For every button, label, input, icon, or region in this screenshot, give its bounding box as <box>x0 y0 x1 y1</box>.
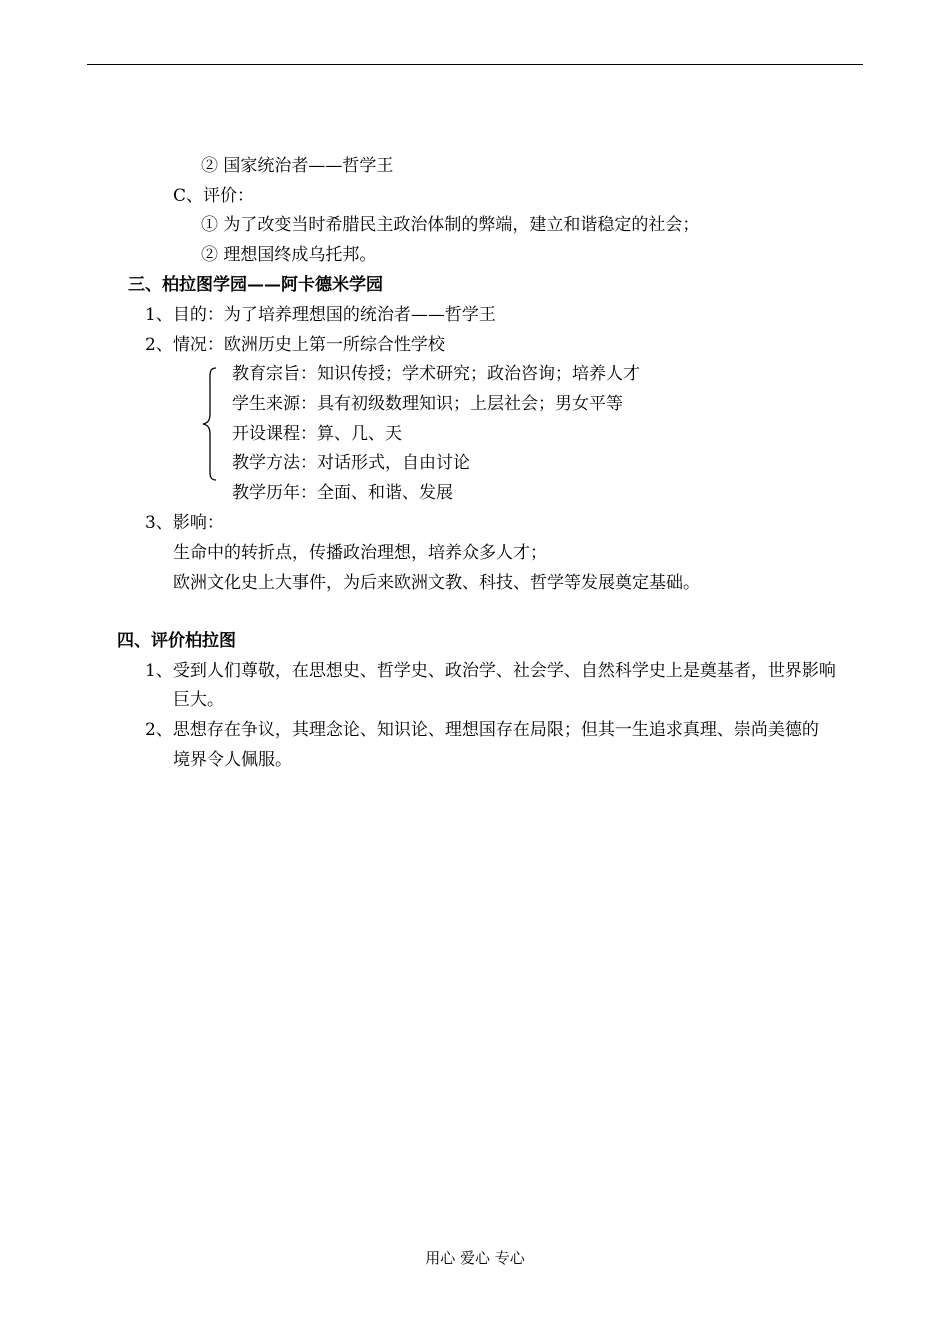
evaluation-heading: C、评价： <box>173 186 255 206</box>
assessment-item-2-cont: 境界令人佩服。 <box>173 750 292 770</box>
academy-purpose: 1、目的：为了培养理想国的统治者——哲学王 <box>145 305 496 325</box>
section-3-heading: 三、柏拉图学园——阿卡德米学园 <box>128 275 383 295</box>
evaluation-item-2: ② 理想国终成乌托邦。 <box>201 245 377 265</box>
detail-line-students: 学生来源：具有初级数理知识；上层社会；男女平等 <box>232 394 623 414</box>
evaluation-item-1: ① 为了改变当时希腊民主政治体制的弊端，建立和谐稳定的社会； <box>201 215 700 235</box>
assessment-item-1: 1、受到人们尊敬，在思想史、哲学史、政治学、社会学、自然科学史上是奠基者，世界影响 <box>145 661 836 681</box>
ideal-state-item-2: ② 国家统治者——哲学王 <box>201 156 394 176</box>
detail-line-history: 教学历年：全面、和谐、发展 <box>232 483 453 503</box>
detail-line-methods: 教学方法：对话形式，自由讨论 <box>232 453 470 473</box>
page-footer: 用心 爱心 专心 <box>425 1249 525 1267</box>
detail-line-courses: 开设课程：算、几、天 <box>232 424 402 444</box>
academy-impact-heading: 3、影响： <box>145 513 224 533</box>
detail-line-purpose: 教育宗旨：知识传授；学术研究；政治咨询；培养人才 <box>232 364 640 384</box>
left-brace-icon <box>200 366 220 482</box>
impact-line-1: 生命中的转折点，传播政治理想，培养众多人才； <box>173 543 547 563</box>
section-4-heading: 四、评价柏拉图 <box>117 631 236 651</box>
header-rule <box>87 64 863 65</box>
assessment-item-2: 2、思想存在争议，其理念论、知识论、理想国存在局限；但其一生追求真理、崇尚美德的 <box>145 720 819 740</box>
assessment-item-1-cont: 巨大。 <box>173 690 224 710</box>
impact-line-2: 欧洲文化史上大事件，为后来欧洲文教、科技、哲学等发展奠定基础。 <box>173 573 700 593</box>
academy-situation: 2、情况：欧洲历史上第一所综合性学校 <box>145 335 445 355</box>
